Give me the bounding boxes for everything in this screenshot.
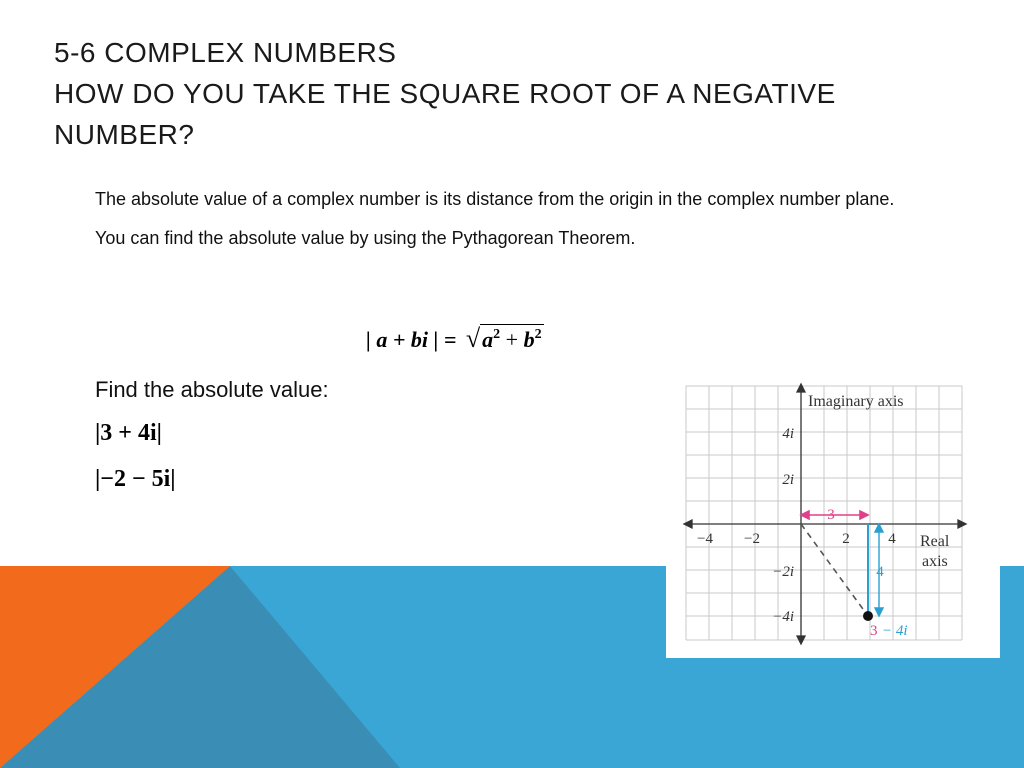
y-tick-neg2i: −2i — [772, 564, 794, 580]
formula-left: | a + bi | = — [366, 327, 457, 352]
bullet-list — [95, 186, 935, 264]
prompt-text: Find the absolute value: — [95, 377, 329, 402]
formula-a: a — [482, 327, 494, 352]
formula-b: b — [523, 327, 535, 352]
slide-title — [54, 32, 954, 155]
radical-sign: √ — [465, 324, 481, 353]
bullet-definition: The absolute value of a complex number is its distance from the origin in the complex number plane. — [95, 189, 895, 209]
vertical-leg-label: 4 — [876, 564, 884, 580]
y-tick-4i: 4i — [782, 426, 794, 442]
square-root — [462, 324, 544, 354]
point-label-imag: − 4i — [882, 623, 908, 639]
x-tick-neg4: −4 — [697, 531, 713, 547]
bullet-pythagorean: You can find the absolute value by using the Pythagorean Theorem. — [95, 228, 636, 248]
imaginary-axis-label: Imaginary axis — [808, 393, 904, 410]
x-tick-4: 4 — [888, 531, 896, 547]
imaginary-axis-arrow-up — [797, 384, 805, 392]
horizontal-leg-label: 3 — [827, 507, 835, 523]
radicand — [480, 324, 543, 352]
point-label-real: 3 — [870, 623, 878, 639]
point-3-minus-4i — [863, 611, 873, 621]
formula-plus: + — [505, 327, 519, 352]
x-tick-neg2: −2 — [744, 531, 760, 547]
complex-plane-figure — [666, 376, 1000, 658]
problem-1: |3 + 4i| — [95, 420, 162, 446]
x-tick-2: 2 — [842, 531, 850, 547]
real-axis-label-1: Real — [920, 533, 950, 550]
problem-2: |−2 − 5i| — [95, 466, 176, 492]
title-line-1: 5-6 COMPLEX NUMBERS — [54, 37, 397, 68]
y-tick-2i: 2i — [782, 472, 794, 488]
absolute-value-formula — [366, 324, 544, 354]
grid — [686, 386, 962, 640]
title-line-2: HOW DO YOU TAKE THE SQUARE ROOT OF A NEGATIVE — [54, 78, 836, 109]
real-axis-arrow-left — [684, 520, 692, 528]
real-axis-label-2: axis — [922, 553, 948, 570]
complex-plane-diagram — [666, 376, 1000, 658]
title-line-3: NUMBER? — [54, 119, 195, 150]
axes — [684, 384, 966, 644]
y-tick-neg4i: −4i — [772, 609, 794, 625]
exponent-b: 2 — [534, 327, 542, 342]
exponent-a: 2 — [493, 327, 501, 342]
